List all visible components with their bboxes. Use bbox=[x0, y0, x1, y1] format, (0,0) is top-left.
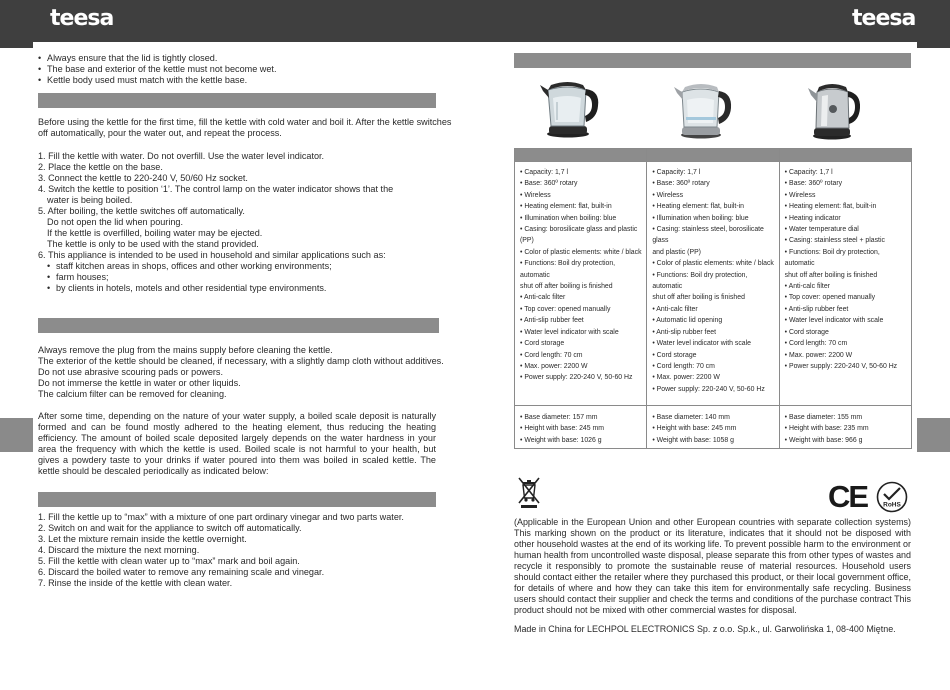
section-bar-descaling bbox=[38, 492, 436, 507]
spec-cell-model-3: • Capacity: 1,7 l • Base: 360º rotary • Wireless • Heating element: flat, built-in • Heating indicator • Water temperature dial • Casing: stainless steel + plastic • Functions: Boil dry protection, automatic shut off after boiling is finished • Anti-calc filter • Top cover: opened manually • Anti-slip rubber feet • Water level indicator with scale • Cord storage • Cord length: 70 cm • Max. power: 2200 W • Power supply: 220-240 V, 50-60 Hz bbox=[779, 162, 911, 406]
spec-table-header bbox=[515, 149, 912, 162]
step-line: 3. Connect the kettle to 220-240 V, 50/60 Hz socket. bbox=[38, 173, 248, 183]
step-line: 1. Fill the kettle with water. Do not overfill. Use the water level indicator. bbox=[38, 151, 325, 161]
disposal-paragraph: (Applicable in the European Union and other European countries with separate collection systems) This marking shown on the product or its literature, indicates that it should not be disposed with other household wastes at the end of its working life. To prevent possible harm to the environment or human health from uncontrolled waste disposal, please separate this from other types of wastes and recycle it responsibly to promote the sustainable reuse of material resources. Household users should contact either the retailer where they purchased this product, or their local government office, for details of where and how they can take this item for environmentally safe recycling. Business users should contact their supplier and check the terms and conditions of the purchase contract This product should not be mixed with other commercial wastes for disposal. bbox=[514, 517, 911, 615]
list-item: • Always ensure that the lid is tightly closed. bbox=[38, 53, 218, 63]
list-item: • The base and exterior of the kettle must not become wet. bbox=[38, 64, 277, 74]
header-corner-tab-left bbox=[0, 42, 33, 48]
step-line: 5. After boiling, the kettle switches off automatically. bbox=[38, 206, 245, 216]
page-header bbox=[0, 0, 950, 42]
section-bar-first-use bbox=[38, 93, 436, 108]
list-item: • by clients in hotels, motels and other residential type environments. bbox=[47, 283, 327, 293]
step-line: 4. Discard the mixture the next morning. bbox=[38, 545, 200, 555]
step-line: 2. Place the kettle on the base. bbox=[38, 162, 163, 172]
side-tab-left bbox=[0, 418, 33, 452]
manufacturer-note: Made in China for LECHPOL ELECTRONICS Sp. z o.o. Sp.k., ul. Garwolińska 1, 08-400 Miętne. bbox=[514, 624, 896, 634]
step-line: 3. Let the mixture remain inside the kettle overnight. bbox=[38, 534, 247, 544]
step-line: 7. Rinse the inside of the kettle with clean water. bbox=[38, 578, 233, 588]
spec-cell-model-1: • Capacity: 1,7 l • Base: 360º rotary • Wireless • Heating element: flat, built-in • Illumination when boiling: blue • Casing: borosilicate glass and plastic (PP) • Color of plastic elements: white / black • Functions: Boil dry protection, automatic shut off after boiling is finished • Anti-calc filter • Top cover: opened manually • Anti-slip rubber feet • Water level indicator with scale • Cord storage • Cord length: 70 cm • Max. power: 2200 W • Power supply: 220-240 V, 50-60 Hz bbox=[515, 162, 647, 406]
weee-bin-icon bbox=[516, 476, 542, 509]
step-line: 4. Switch the kettle to position ‘1’. The control lamp on the water indicator shows that the bbox=[38, 184, 394, 194]
descaling-steps bbox=[38, 512, 404, 589]
first-use-steps bbox=[38, 151, 393, 294]
spec-dimensions-model-1: • Base diameter: 157 mm • Height with base: 245 mm • Weight with base: 1026 g bbox=[515, 406, 647, 449]
step-line: Do not open the lid when pouring. bbox=[47, 217, 183, 227]
spec-features-row bbox=[515, 162, 912, 406]
scale-paragraph: After some time, depending on the nature of your water supply, a boiled scale deposit is naturally formed and can be found mostly adhered to the heating element, thus reducing the heating efficiency. The amount of boiled scale deposited largely depends on the water hardness in your area the frequency with which the kettle is used. Boiled scale is not harmful to your health, but gives a powdery taste to your drinks if water poured into them was boiled in scaled kettle. The kettle should be descaled periodically as indicated below: bbox=[38, 411, 436, 476]
step-line: The kettle is only to be used with the stand provided. bbox=[47, 239, 259, 249]
brand-logo-left: teesa bbox=[50, 6, 114, 31]
step-line: water is being boiled. bbox=[47, 195, 133, 205]
spec-header-cell bbox=[515, 149, 647, 162]
spec-header-cell bbox=[779, 149, 911, 162]
kettle-image-stainless bbox=[806, 76, 864, 140]
cleaning-instructions: Always remove the plug from the mains supply before cleaning the kettle. The exterior of the kettle should be cleaned, if necessary, with a slightly damp cloth without additives. Do not use abrasive scouring pads or powers. Do not immerse the kettle in water or other liquids. The calcium filter can be removed for cleaning. bbox=[38, 345, 444, 399]
ce-mark: CE bbox=[828, 479, 868, 514]
usage-bullet-list bbox=[38, 261, 393, 294]
specification-table bbox=[514, 148, 912, 449]
step-line: 6. This appliance is intended to be used in household and similar applications such as: bbox=[38, 250, 386, 260]
side-tab-right bbox=[917, 418, 950, 452]
brand-logo-right: teesa bbox=[852, 6, 916, 31]
list-item: • Kettle body used must match with the kettle base. bbox=[38, 75, 248, 85]
kettle-image-glass-steel bbox=[672, 79, 734, 139]
step-line: 2. Switch on and wait for the appliance to switch off automatically. bbox=[38, 523, 302, 533]
rohs-icon bbox=[876, 481, 908, 513]
section-bar-cleaning bbox=[38, 318, 439, 333]
first-use-intro: Before using the kettle for the first time, fill the kettle with cold water and boil it. After the kettle switches off automatically, pour the water out, and repeat the process. bbox=[38, 117, 452, 138]
step-line: If the kettle is overfilled, boiling water may be ejected. bbox=[47, 228, 263, 238]
spec-cell-model-2: • Capacity: 1,7 l • Base: 360º rotary • Wireless • Heating element: flat, built-in • Illumination when boiling: blue • Casing: stainless steel, borosilicate glass and plastic (PP) • Color of plastic elements: white / black • Functions: Boil dry protection, automatic shut off after boiling is finished • Anti-calc filter • Automatic lid opening • Anti-slip rubber feet • Water level indicator with scale • Cord storage • Cord length: 70 cm • Max. power: 2200 W • Power supply: 220-240 V, 50-60 Hz bbox=[647, 162, 779, 406]
kettle-image-glass-black bbox=[537, 76, 603, 138]
rohs-label: RoHS bbox=[883, 501, 901, 509]
spec-dimensions-row bbox=[515, 406, 912, 449]
header-corner-tab-right bbox=[917, 42, 950, 48]
spec-header-cell bbox=[647, 149, 779, 162]
list-item: • farm houses; bbox=[47, 272, 109, 282]
step-line: 1. Fill the kettle up to “max” with a mixture of one part ordinary vinegar and two parts water. bbox=[38, 512, 404, 522]
step-line: 5. Fill the kettle with clean water up to “max” mark and boil again. bbox=[38, 556, 300, 566]
spec-dimensions-model-3: • Base diameter: 155 mm • Height with base: 235 mm • Weight with base: 966 g bbox=[779, 406, 911, 449]
safety-bullet-list bbox=[38, 53, 277, 86]
spec-dimensions-model-2: • Base diameter: 140 mm • Height with base: 245 mm • Weight with base: 1058 g bbox=[647, 406, 779, 449]
step-line: 6. Discard the boiled water to remove any remaining scale and vinegar. bbox=[38, 567, 325, 577]
list-item: • staff kitchen areas in shops, offices and other working environments; bbox=[47, 261, 332, 271]
section-bar-specification bbox=[514, 53, 911, 68]
